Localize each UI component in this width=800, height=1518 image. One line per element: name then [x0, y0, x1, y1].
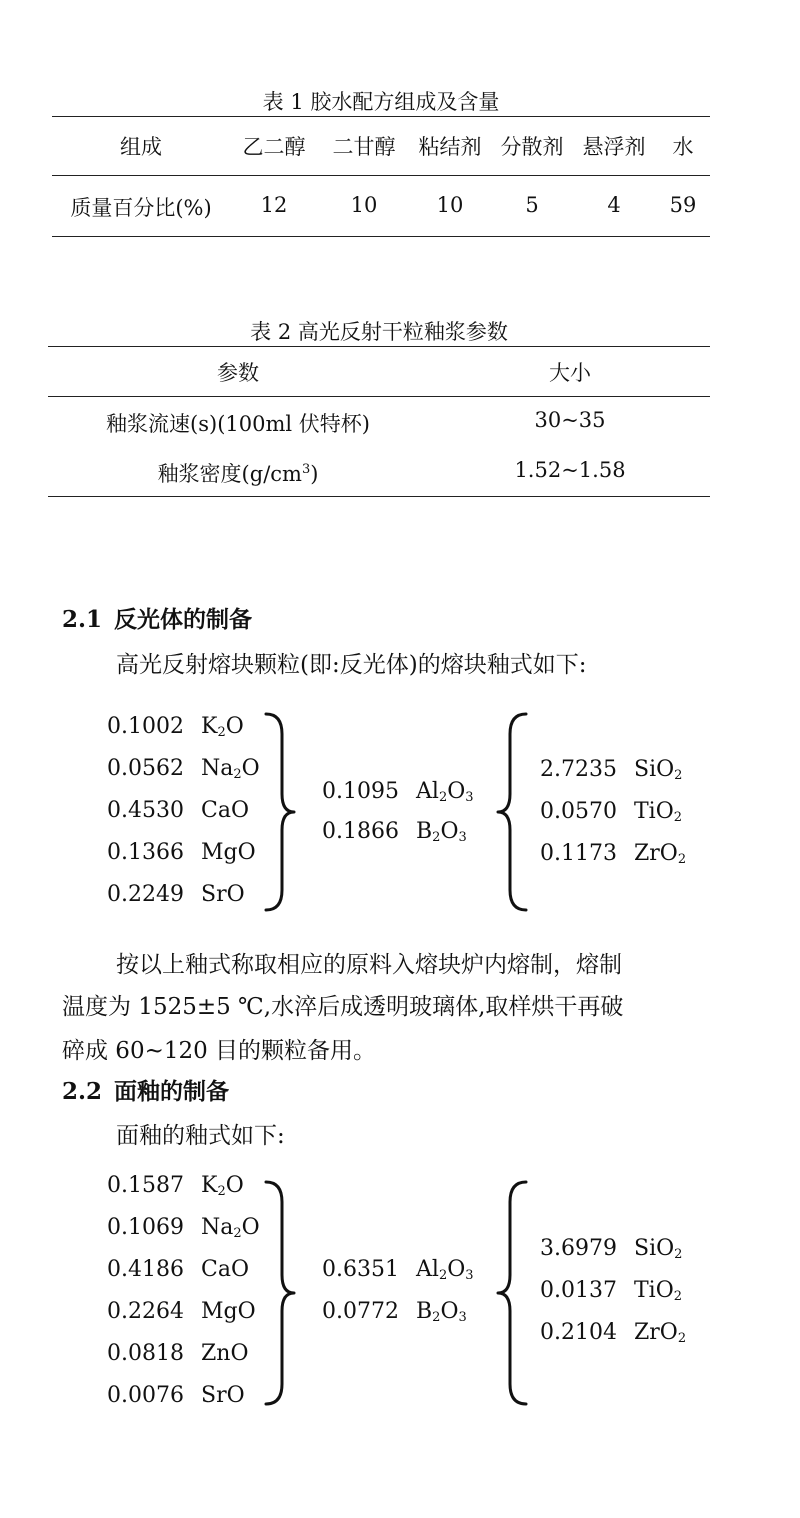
subscript: 2 — [217, 1184, 226, 1199]
table2-caption: 表 2 高光反射干粒釉浆参数 — [250, 320, 508, 344]
formula-ro-row — [107, 714, 244, 739]
oxide-tail: O — [447, 779, 466, 804]
subscript: 3 — [465, 790, 474, 805]
oxide: SiO — [634, 757, 675, 782]
coef: 0.0076 — [107, 1383, 184, 1408]
oxide: Na — [201, 1215, 234, 1240]
formula-r2o3-row — [322, 1299, 467, 1324]
subscript: 2 — [438, 790, 448, 805]
formula-ro2-row — [540, 1320, 686, 1345]
oxide: Al — [416, 779, 439, 804]
oxide-tail: O — [440, 819, 459, 844]
table1-header-cell: 悬浮剂 — [582, 135, 646, 159]
section-title: 面釉的制备 — [114, 1078, 229, 1105]
coef: 0.6351 — [322, 1257, 399, 1282]
section-2-1-paragraph-line: 温度为 1525±5 ℃,水淬后成透明玻璃体,取样烘干再破 — [62, 994, 624, 1020]
coef: 0.1587 — [107, 1173, 184, 1198]
formula-ro2-row — [540, 841, 686, 866]
table1-cell: 5 — [525, 193, 539, 217]
left-brace-icon — [496, 712, 530, 912]
table1-header-cell: 乙二醇 — [242, 135, 306, 159]
table1-caption: 表 1 胶水配方组成及含量 — [262, 90, 500, 114]
left-brace-icon — [496, 1180, 530, 1406]
section-2-2-intro: 面釉的釉式如下: — [116, 1123, 285, 1149]
formula-r2o3-row — [322, 819, 467, 844]
table1-top-rule — [52, 116, 710, 117]
subscript: 2 — [673, 1289, 683, 1304]
subscript: 2 — [438, 1268, 448, 1283]
coef: 0.1866 — [322, 819, 399, 844]
section-title: 反光体的制备 — [114, 606, 252, 633]
table2-density-label: 釉浆密度(g/cm — [157, 462, 302, 486]
right-brace-icon — [262, 1180, 296, 1406]
table1-header-cell: 分散剂 — [500, 135, 564, 159]
coef: 0.2249 — [107, 882, 184, 907]
table1-cell: 59 — [669, 193, 697, 217]
formula-ro2-row — [540, 757, 682, 782]
subscript: 2 — [674, 1247, 683, 1262]
formula-ro2-row — [540, 799, 682, 824]
formula-ro-row — [107, 1173, 244, 1198]
subscript: 2 — [677, 1331, 687, 1346]
oxide: SrO — [201, 1383, 245, 1408]
formula-ro-row — [107, 840, 256, 865]
oxide: CaO — [201, 1257, 249, 1282]
coef: 0.0818 — [107, 1341, 184, 1366]
formula-ro2-row — [540, 1236, 682, 1261]
coef: 0.0562 — [107, 756, 184, 781]
formula-ro-row — [107, 882, 245, 907]
oxide-tail: O — [447, 1257, 466, 1282]
oxide: ZnO — [201, 1341, 249, 1366]
section-number: 2.2 — [62, 1078, 103, 1105]
subscript: 2 — [674, 768, 683, 783]
coef: 0.1095 — [322, 779, 399, 804]
oxide-tail: O — [225, 1173, 244, 1198]
formula-ro-row — [107, 1215, 260, 1240]
subscript: 2 — [432, 1310, 441, 1325]
oxide: K — [201, 1173, 218, 1198]
oxide: SrO — [201, 882, 245, 907]
coef: 0.0137 — [540, 1278, 617, 1303]
subscript: 2 — [677, 852, 687, 867]
oxide: SiO — [634, 1236, 675, 1261]
table2-density-sup: 3 — [301, 462, 311, 477]
formula-ro2-row — [540, 1278, 682, 1303]
formula-ro-row — [107, 1341, 249, 1366]
subscript: 2 — [217, 725, 226, 740]
right-brace-icon — [262, 712, 296, 912]
coef: 0.4186 — [107, 1257, 184, 1282]
coef: 3.6979 — [540, 1236, 617, 1261]
formula-r2o3-row — [322, 779, 474, 804]
oxide-tail: O — [440, 1299, 459, 1324]
section-2-2-heading — [62, 1073, 229, 1106]
oxide-tail: O — [241, 1215, 260, 1240]
table1-header-cell: 粘结剂 — [418, 135, 482, 159]
table2-cell — [48, 458, 428, 488]
section-2-1-paragraph-line: 碎成 60~120 目的颗粒备用。 — [62, 1038, 377, 1064]
oxide: TiO — [634, 1278, 674, 1303]
oxide-tail: O — [241, 756, 260, 781]
table1-cell: 10 — [436, 193, 464, 217]
coef: 0.2264 — [107, 1299, 184, 1324]
oxide: K — [201, 714, 218, 739]
table2-cell: 1.52~1.58 — [514, 458, 626, 482]
coef: 0.1366 — [107, 840, 184, 865]
oxide: CaO — [201, 798, 249, 823]
table1-cell: 10 — [350, 193, 378, 217]
formula-ro-row — [107, 798, 249, 823]
table1-cell: 4 — [607, 193, 621, 217]
oxide: B — [416, 1299, 433, 1324]
oxide: Al — [416, 1257, 439, 1282]
table2-bottom-rule — [48, 496, 710, 497]
oxide: ZrO — [634, 841, 678, 866]
section-2-1-intro: 高光反射熔块颗粒(即:反光体)的熔块釉式如下: — [116, 652, 587, 678]
oxide: MgO — [201, 1299, 256, 1324]
formula-ro-row — [107, 1383, 245, 1408]
table2-cell: 釉浆流速(s)(100ml 伏特杯) — [106, 412, 370, 436]
subscript: 2 — [673, 810, 683, 825]
formula-ro-row — [107, 756, 260, 781]
table2-cell: 30~35 — [534, 408, 606, 432]
section-2-1-heading — [62, 601, 252, 634]
section-2-1-paragraph-line: 按以上釉式称取相应的原料入熔块炉内熔制，熔制 — [116, 952, 622, 978]
table2-header-cell: 参数 — [217, 361, 259, 385]
subscript: 2 — [233, 767, 242, 782]
formula-ro-row — [107, 1299, 256, 1324]
subscript: 3 — [458, 1310, 467, 1325]
subscript: 2 — [233, 1226, 242, 1241]
coef: 0.0570 — [540, 799, 617, 824]
table1-mid-rule — [52, 175, 710, 176]
formula-ro-row — [107, 1257, 249, 1282]
table1-bottom-rule — [52, 236, 710, 237]
table2-mid-rule — [48, 396, 710, 397]
coef: 0.1069 — [107, 1215, 184, 1240]
oxide-tail: O — [225, 714, 244, 739]
table1-header-cell: 组成 — [120, 135, 162, 159]
table2-top-rule — [48, 346, 710, 347]
oxide: ZrO — [634, 1320, 678, 1345]
table1-header-cell: 水 — [672, 135, 694, 159]
coef: 0.4530 — [107, 798, 184, 823]
oxide: MgO — [201, 840, 256, 865]
coef: 0.2104 — [540, 1320, 617, 1345]
oxide: B — [416, 819, 433, 844]
subscript: 3 — [465, 1268, 474, 1283]
table1-header-cell: 二甘醇 — [332, 135, 396, 159]
table2-density-close: ) — [310, 462, 319, 486]
section-number: 2.1 — [62, 606, 103, 633]
table2-header-cell: 大小 — [549, 361, 591, 385]
subscript: 3 — [458, 830, 467, 845]
coef: 2.7235 — [540, 757, 617, 782]
coef: 0.0772 — [322, 1299, 399, 1324]
oxide: Na — [201, 756, 234, 781]
formula-r2o3-row — [322, 1257, 474, 1282]
coef: 0.1173 — [540, 841, 617, 866]
subscript: 2 — [432, 830, 441, 845]
table1-cell: 质量百分比(%) — [70, 196, 212, 220]
oxide: TiO — [634, 799, 674, 824]
coef: 0.1002 — [107, 714, 184, 739]
table1-cell: 12 — [260, 193, 288, 217]
